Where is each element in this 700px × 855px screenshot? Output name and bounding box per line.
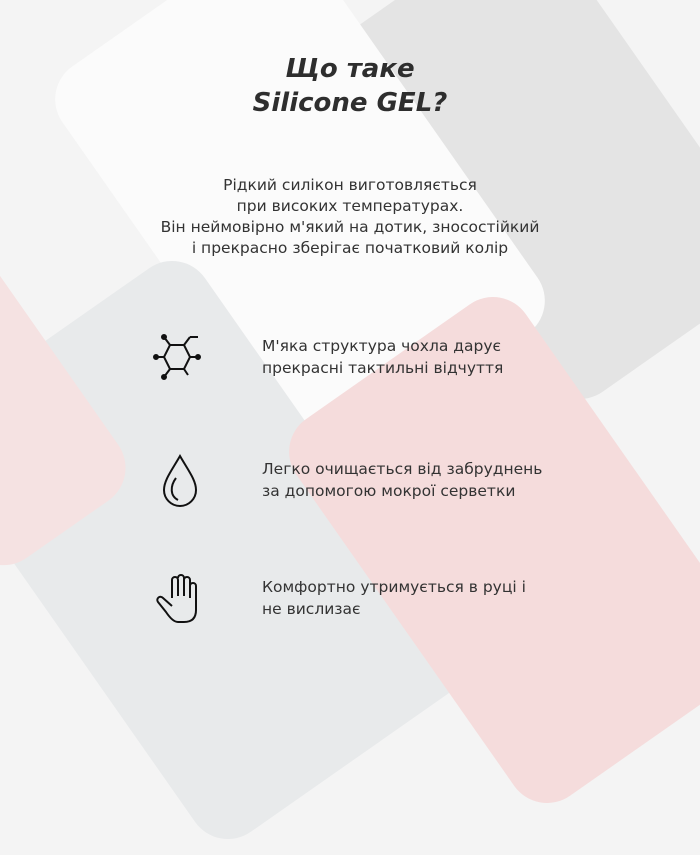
title-line-2: Silicone GEL?	[252, 88, 448, 118]
feature-text	[262, 458, 542, 502]
feature-line: М'яка структура чохла дарує	[262, 337, 502, 355]
feature-soft-structure	[0, 327, 700, 387]
water-drop-icon	[148, 450, 208, 510]
title-line-1: Що таке	[285, 54, 415, 84]
intro-paragraph	[0, 175, 700, 259]
molecule-icon	[148, 327, 208, 387]
feature-line: не вислизає	[262, 600, 361, 618]
feature-text	[262, 335, 503, 379]
intro-line: Рідкий силікон виготовляється	[223, 176, 477, 194]
feature-comfortable-grip	[0, 568, 700, 628]
feature-easy-clean	[0, 450, 700, 510]
feature-line: Легко очищається від забруднень	[262, 460, 543, 478]
intro-line: при високих температурах.	[236, 197, 464, 215]
feature-text	[262, 576, 526, 620]
intro-line: Він неймовірно м'який на дотик, зносостійкий	[160, 218, 540, 236]
hand-icon	[148, 568, 208, 628]
feature-line: за допомогою мокрої серветки	[262, 482, 516, 500]
page-title	[0, 52, 700, 120]
feature-line: Комфортно утримується в руці і	[262, 578, 526, 596]
feature-line: прекрасні тактильні відчуття	[262, 359, 504, 377]
intro-line: і прекрасно зберігає початковий колір	[191, 239, 509, 257]
